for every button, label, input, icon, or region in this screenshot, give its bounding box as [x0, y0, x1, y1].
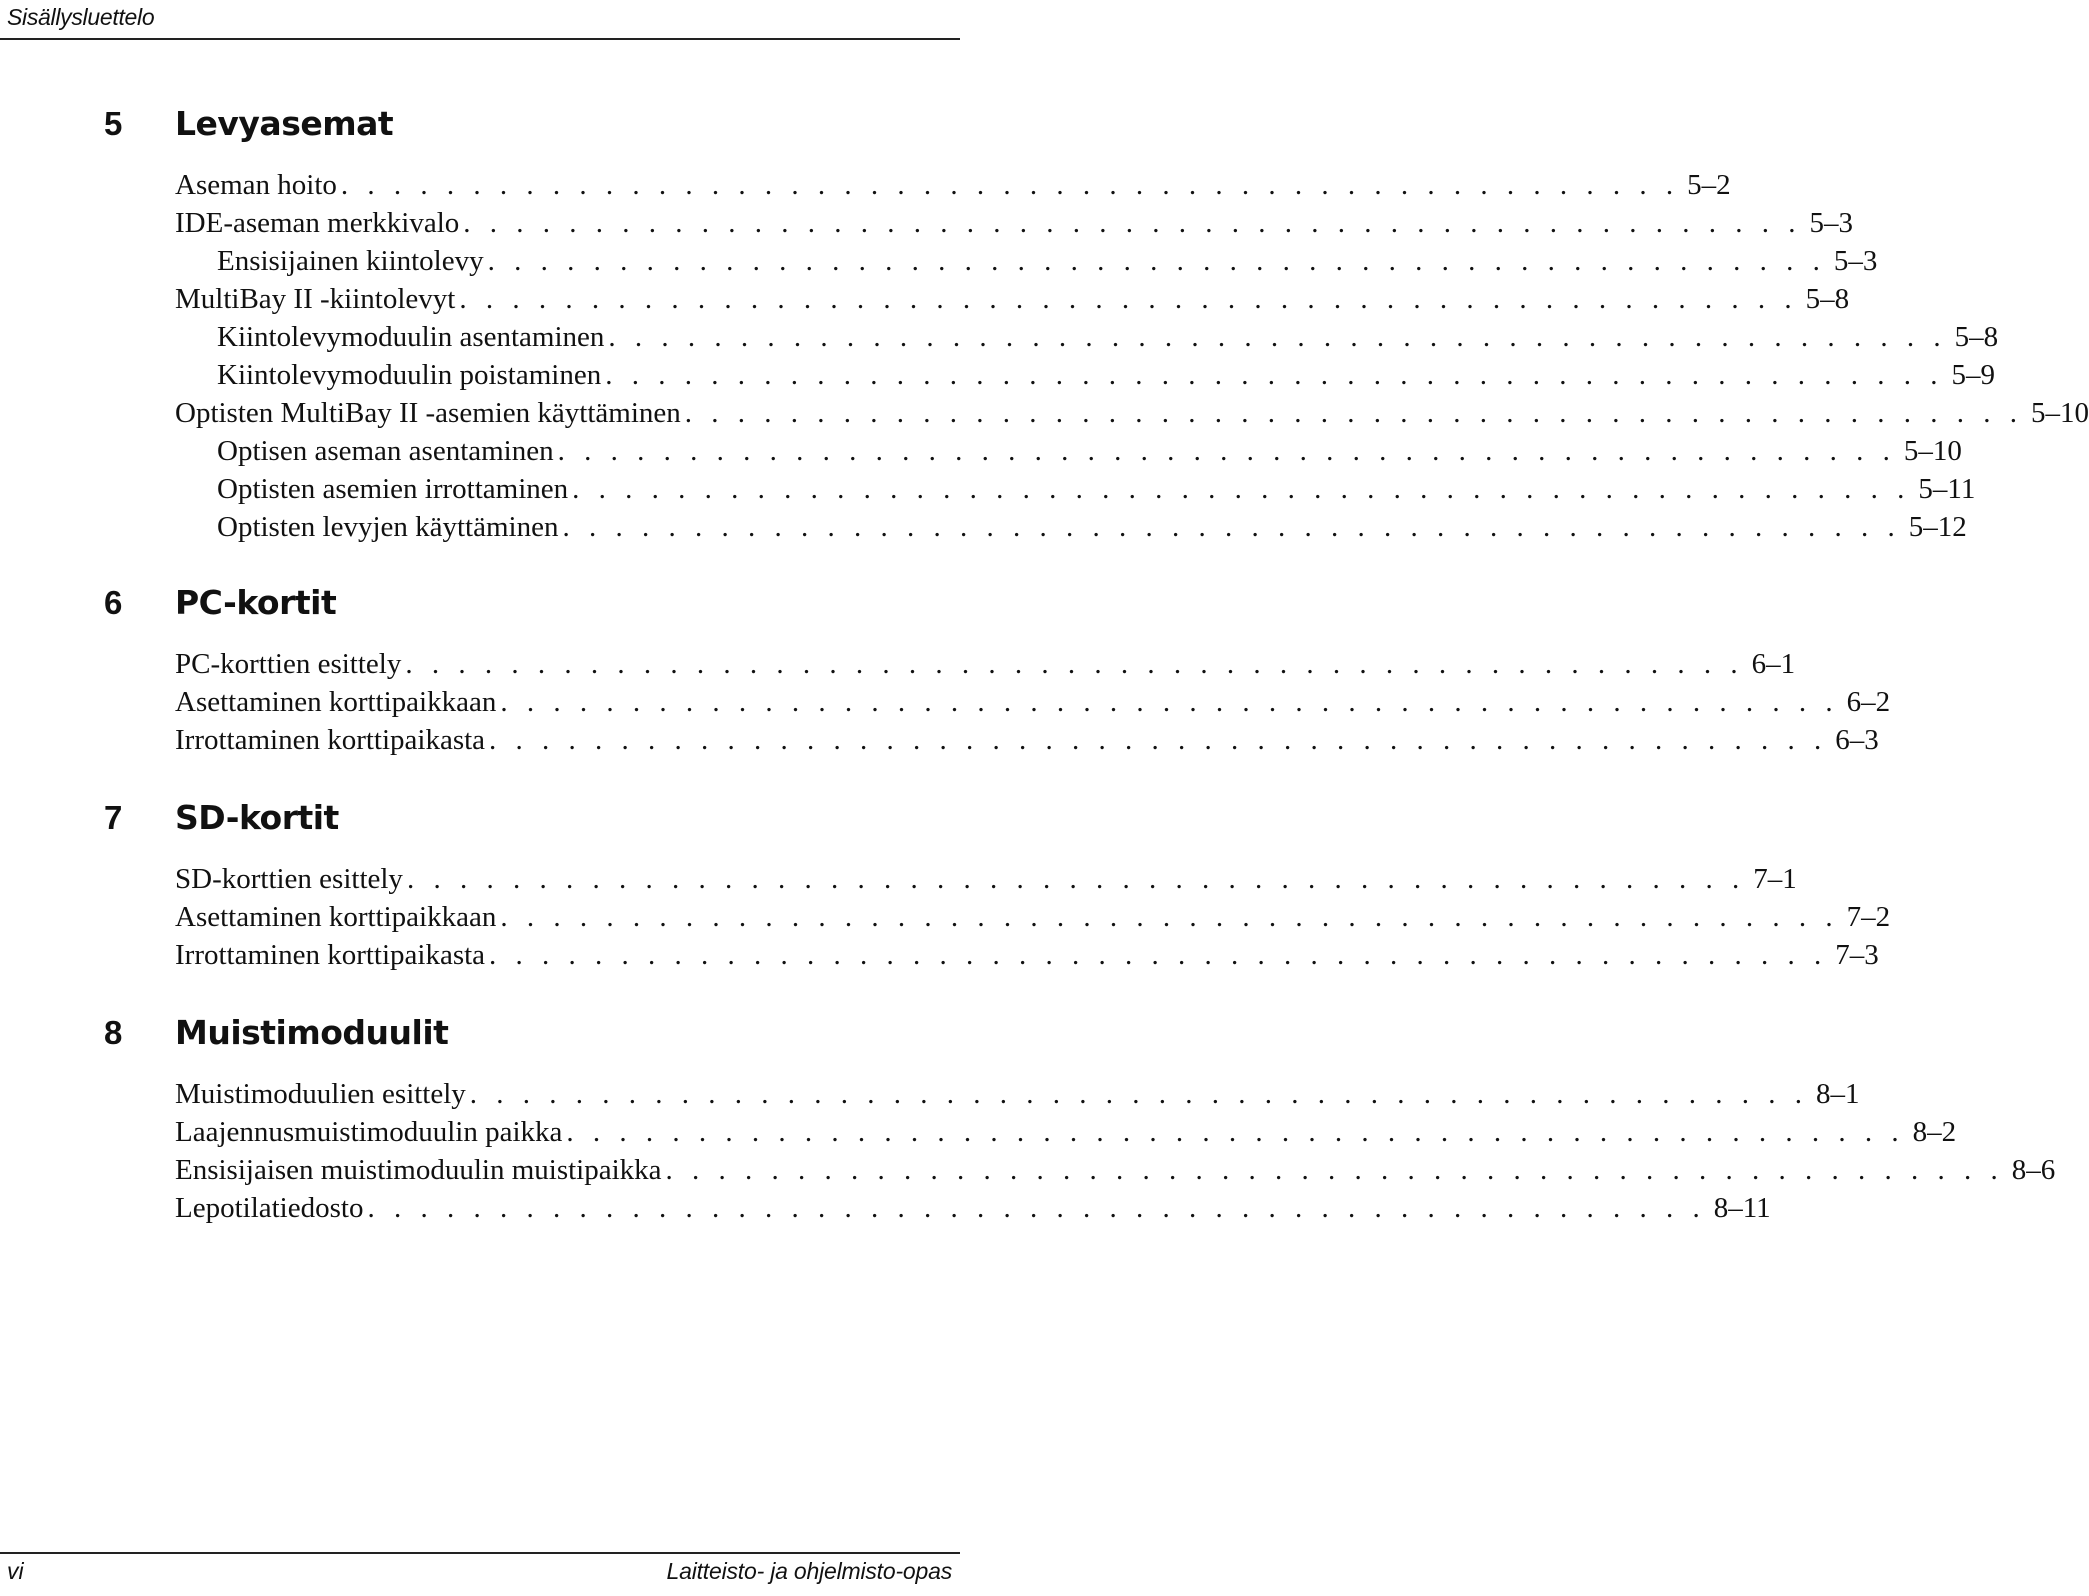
toc-entry[interactable]: [0, 166, 1731, 204]
toc-entry-page: 8–1: [1808, 1075, 1860, 1113]
toc-entry[interactable]: [0, 936, 1879, 974]
chapter-number: 8: [104, 1014, 123, 1051]
toc-entry[interactable]: [0, 1075, 1860, 1113]
dot-leader: . . . . . . . . . . . . . . . . . . . . . . . . . . . . . . . . . . . . . . . . . . . . . . . . . . .: [605, 359, 1944, 391]
toc-entry-title: Optisten levyjen käyttäminen: [217, 508, 562, 546]
toc-entry-title: Ensisijainen kiintolevy: [217, 242, 488, 280]
toc-entry-title: Optisen aseman asentaminen: [217, 432, 558, 470]
chapter-title: Levyasemat: [175, 104, 394, 143]
dot-leader: . . . . . . . . . . . . . . . . . . . . . . . . . . . . . . . . . . . . . . . . . . . . . . . . . . .: [572, 473, 1911, 505]
dot-leader: . . . . . . . . . . . . . . . . . . . . . . . . . . . . . . . . . . . . . . . . . . . . . . . . . . .: [459, 283, 1798, 315]
toc-entry-title: Kiintolevymoduulin asentaminen: [217, 318, 608, 356]
toc-entry-title: Ensisijaisen muistimoduulin muistipaikka: [175, 1151, 666, 1189]
dot-leader: . . . . . . . . . . . . . . . . . . . . . . . . . . . . . . . . . . . . . . . . . . . . . . . . . . .: [489, 939, 1828, 971]
toc-entry[interactable]: [0, 860, 1797, 898]
toc-entry[interactable]: [0, 280, 1850, 318]
toc-entry-page: 6–1: [1744, 645, 1796, 683]
toc-entry-title: SD-korttien esittely: [175, 860, 407, 898]
toc-entry-page: 5–8: [1798, 280, 1850, 318]
toc-entry[interactable]: [0, 645, 1796, 683]
toc-entry-title: PC-korttien esittely: [175, 645, 405, 683]
dot-leader: . . . . . . . . . . . . . . . . . . . . . . . . . . . . . . . . . . . . . . . . . . . . . . . . . . .: [367, 1192, 1706, 1224]
toc-entry[interactable]: [0, 683, 1891, 721]
dot-leader: . . . . . . . . . . . . . . . . . . . . . . . . . . . . . . . . . . . . . . . . . . . . . . . . . . .: [557, 435, 1896, 467]
toc-entry-page: 8–2: [1905, 1113, 1957, 1151]
footer-page-number: vi: [7, 1558, 24, 1584]
toc-entry-page: 6–2: [1839, 683, 1891, 721]
chapter-section: [0, 798, 1891, 974]
header-rule: [0, 38, 960, 40]
toc-entry[interactable]: [0, 1113, 1957, 1151]
toc-entry-title: Muistimoduulien esittely: [175, 1075, 470, 1113]
toc-entry-page: 7–3: [1827, 936, 1879, 974]
dot-leader: . . . . . . . . . . . . . . . . . . . . . . . . . . . . . . . . . . . . . . . . . . . . . . . . . . .: [405, 648, 1744, 680]
toc-entry[interactable]: [0, 432, 1962, 470]
toc-entry[interactable]: [0, 356, 1995, 394]
toc-entry[interactable]: [0, 470, 1976, 508]
toc-entry-title: Irrottaminen korttipaikasta: [175, 936, 489, 974]
toc-entry[interactable]: [0, 1189, 1771, 1227]
chapter-title: Muistimoduulit: [175, 1013, 449, 1052]
toc-entry-page: 5–8: [1947, 318, 1999, 356]
toc-entry-title: Lepotilatiedosto: [175, 1189, 367, 1227]
dot-leader: . . . . . . . . . . . . . . . . . . . . . . . . . . . . . . . . . . . . . . . . . . . . . . . . . . .: [463, 207, 1802, 239]
chapter-heading: [0, 1013, 960, 1075]
toc-entry-page: 5–10: [1896, 432, 1962, 470]
dot-leader: . . . . . . . . . . . . . . . . . . . . . . . . . . . . . . . . . . . . . . . . . . . . . . . . . . .: [562, 511, 1901, 543]
dot-leader: . . . . . . . . . . . . . . . . . . . . . . . . . . . . . . . . . . . . . . . . . . . . . . . . . . .: [340, 169, 1680, 201]
toc-entry-title: Asettaminen korttipaikkaan: [175, 683, 500, 721]
toc-entry-page: 8–11: [1706, 1189, 1771, 1227]
chapter-heading: [0, 583, 960, 645]
chapter-number: 6: [104, 584, 123, 621]
toc-entry-title: Irrottaminen korttipaikasta: [175, 721, 489, 759]
chapter-title: PC-kortit: [175, 583, 337, 622]
toc-entry-title: Laajennusmuistimoduulin paikka: [175, 1113, 566, 1151]
toc-entry-page: 5–9: [1943, 356, 1995, 394]
toc-entry[interactable]: [0, 242, 1878, 280]
chapter-section: [0, 1013, 2056, 1227]
toc-entry[interactable]: [0, 394, 2089, 432]
running-header-title: Sisällysluettelo: [7, 4, 155, 30]
dot-leader: . . . . . . . . . . . . . . . . . . . . . . . . . . . . . . . . . . . . . . . . . . . . . . . . . . .: [489, 724, 1828, 756]
toc-entry-title: Optisten MultiBay II -asemien käyttäminen: [175, 394, 685, 432]
toc-entry[interactable]: [0, 1151, 2056, 1189]
toc-entry-title: Kiintolevymoduulin poistaminen: [217, 356, 605, 394]
toc-entry-title: IDE-aseman merkkivalo: [175, 204, 463, 242]
toc-entry-page: 7–2: [1839, 898, 1891, 936]
toc-entry-page: 5–11: [1910, 470, 1975, 508]
dot-leader: . . . . . . . . . . . . . . . . . . . . . . . . . . . . . . . . . . . . . . . . . . . . . . . . . . .: [566, 1116, 1905, 1148]
toc-entry-page: 6–3: [1827, 721, 1879, 759]
toc-entry[interactable]: [0, 508, 1967, 546]
toc-entry-title: Asettaminen korttipaikkaan: [175, 898, 500, 936]
chapter-heading: [0, 798, 960, 860]
toc-entry-page: 7–1: [1745, 860, 1797, 898]
toc-entry-page: 5–3: [1802, 204, 1854, 242]
dot-leader: . . . . . . . . . . . . . . . . . . . . . . . . . . . . . . . . . . . . . . . . . . . . . . . . . . .: [500, 686, 1839, 718]
chapter-title: SD-kortit: [175, 798, 339, 837]
toc-entry-page: 5–12: [1901, 508, 1967, 546]
toc-entry[interactable]: [0, 204, 1854, 242]
toc-entry-title: Aseman hoito: [175, 166, 341, 204]
toc-entry-page: 5–2: [1679, 166, 1731, 204]
dot-leader: . . . . . . . . . . . . . . . . . . . . . . . . . . . . . . . . . . . . . . . . . . . . . . . . . . .: [487, 245, 1826, 277]
footer-book-title: Laitteisto- ja ohjelmisto-opas: [666, 1558, 952, 1584]
toc-entry[interactable]: [0, 898, 1891, 936]
dot-leader: . . . . . . . . . . . . . . . . . . . . . . . . . . . . . . . . . . . . . . . . . . . . . . . . . . .: [500, 901, 1839, 933]
toc-entry[interactable]: [0, 721, 1879, 759]
toc-entry-page: 8–6: [2004, 1151, 2056, 1189]
chapter-section: [0, 583, 1891, 759]
dot-leader: . . . . . . . . . . . . . . . . . . . . . . . . . . . . . . . . . . . . . . . . . . . . . . . . . . .: [469, 1078, 1809, 1110]
dot-leader: . . . . . . . . . . . . . . . . . . . . . . . . . . . . . . . . . . . . . . . . . . . . . . . . . . .: [608, 321, 1947, 353]
footer-rule: [0, 1552, 960, 1554]
dot-leader: . . . . . . . . . . . . . . . . . . . . . . . . . . . . . . . . . . . . . . . . . . . . . . . . . . .: [684, 397, 2024, 429]
chapter-number: 7: [104, 799, 123, 836]
chapter-heading: [0, 104, 960, 166]
dot-leader: . . . . . . . . . . . . . . . . . . . . . . . . . . . . . . . . . . . . . . . . . . . . . . . . . . .: [406, 863, 1746, 895]
chapter-section: [0, 104, 2089, 546]
toc-entry-page: 5–10: [2023, 394, 2089, 432]
toc-entry-page: 5–3: [1826, 242, 1878, 280]
toc-entry[interactable]: [0, 318, 1999, 356]
toc-entry-title: Optisten asemien irrottaminen: [217, 470, 572, 508]
chapter-number: 5: [104, 105, 123, 142]
toc-entry-title: MultiBay II -kiintolevyt: [175, 280, 459, 318]
dot-leader: . . . . . . . . . . . . . . . . . . . . . . . . . . . . . . . . . . . . . . . . . . . . . . . . . . .: [665, 1154, 2004, 1186]
